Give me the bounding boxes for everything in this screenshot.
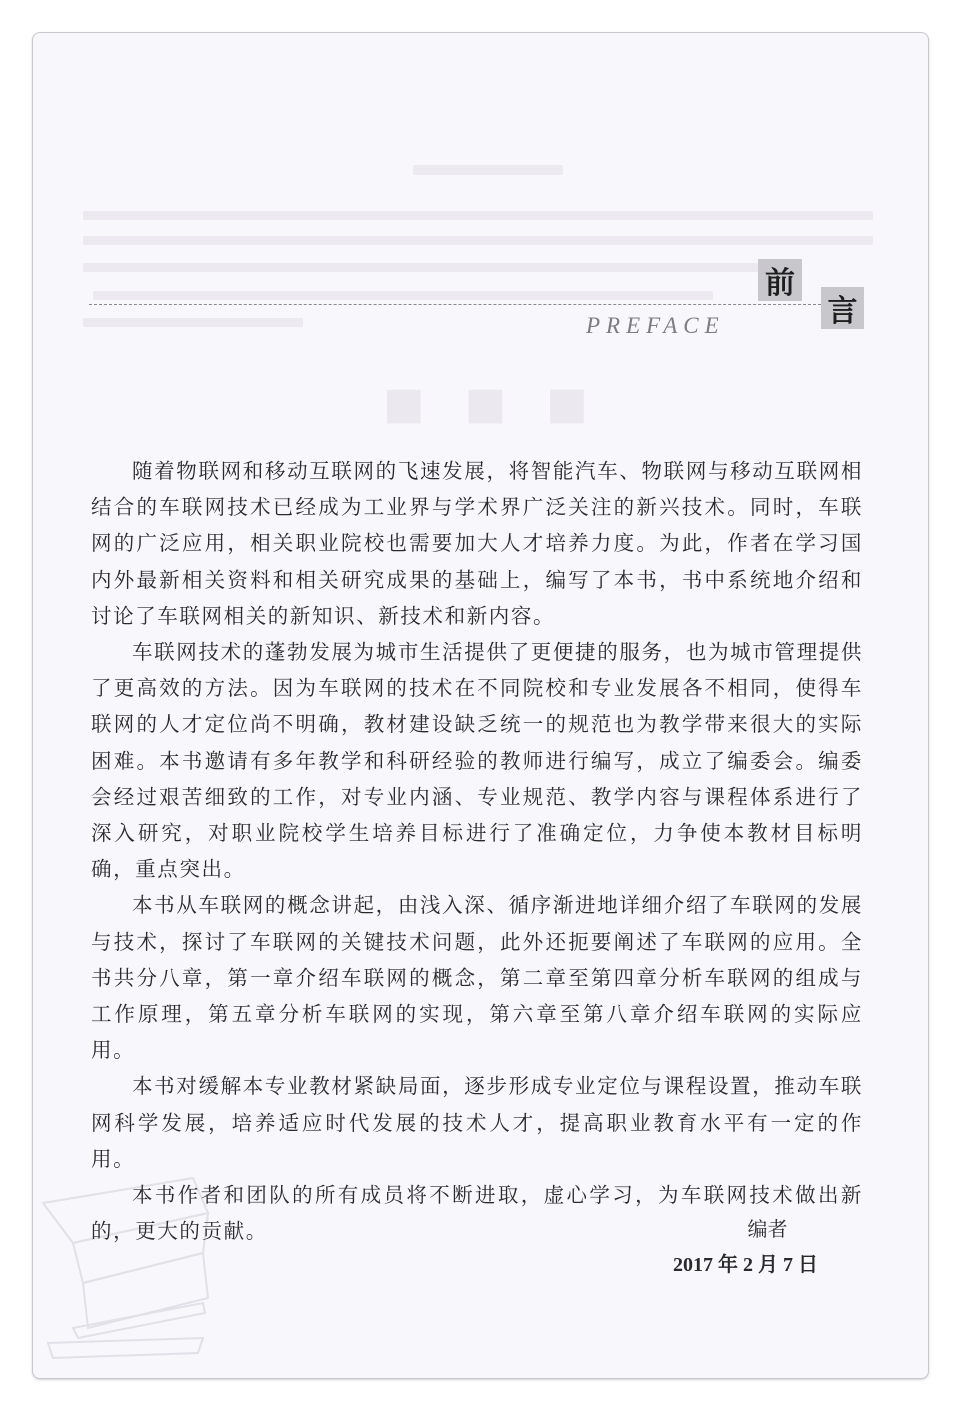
paragraph: 随着物联网和移动互联网的飞速发展，将智能汽车、物联网与移动互联网相结合的车联网技术已经成为工业界与学术界广泛关注的新兴技术。同时，车联网的广泛应用，相关职业院校也需要加大人才培养力度。为此，作者在学习国内外最新相关资料和相关研究成果的基础上，编写了本书，书中系统地介绍和讨论了车联网相关的新知识、新技术和新内容。 — [91, 459, 863, 628]
paragraph: 本书从车联网的概念讲起，由浅入深、循序渐进地详细介绍了车联网的发展与技术，探讨了车联网的关键技术问题，此外还扼要阐述了车联网的应用。全书共分八章，第一章介绍车联网的概念，第二章至第四章分析车联网的组成与工作原理，第五章分析车联网的实现，第六章至第八章介绍车联网的实际应用。 — [91, 893, 863, 1063]
date-label: 2017 年 2 月 7 日 — [673, 1254, 818, 1276]
paragraph: 车联网技术的蓬勃发展为城市生活提供了更便捷的服务，也为城市管理提供了更高效的方法。因为车联网的技术在不同院校和专业发展各不相同，使得车联网的人才定位尚不明确，教材建设缺乏统一的规范也为教学带来很大的实际困难。本书邀请有多年教学和科研经验的教师进行编写，成立了编委会。编委会经过艰苦细致的工作，对专业内涵、专业规范、教学内容与课程体系进行了深入研究，对职业院校学生培养目标进行了准确定位，力争使本教材目标明确，重点突出。 — [91, 640, 863, 882]
preface-body — [91, 453, 863, 1249]
title-char-yan: 言 — [821, 287, 864, 329]
signature-block — [673, 1213, 818, 1277]
author-label: 编者 — [747, 1219, 788, 1241]
dashed-divider — [89, 304, 821, 305]
preface-subtitle: PREFACE — [586, 313, 725, 338]
preface-heading — [33, 33, 928, 393]
paragraph: 本书作者和团队的所有成员将不断进取，虚心学习，为车联网技术做出新的，更大的贡献。 — [91, 1183, 863, 1244]
paragraph: 本书对缓解本专业教材紧缺局面，逐步形成专业定位与课程设置，推动车联网科学发展，培养适应时代发展的技术人才，提高职业教育水平有一定的作用。 — [91, 1074, 863, 1171]
book-page: ■■■ 前 言 PREFACE 随着物联网和移动互联网的飞速发展，将智能汽车、物联网与移动互联网相结合的车联网技术已经成为工业界与学术界广泛关注的新兴技术。同时，车联网的广泛应用，相关职业院校也需要加大人才培养力度。为此，作者在学习国内外最新相关资料和相关研究成果的基础上，编写了本书，书中系统地介绍和讨论了车联网相关的新知识、新技术和新内容。 车联网技术的蓬勃发展为城市生活提供了更便捷的服务，也为城市管理提供了更高效的方法。因为车联网的技术在不同院校和专业发展各不相同，使得车联网的人才定位尚不明确，教材建设缺乏统一的规范也为教学带来很大的实际困难。本书邀请有多年教学和科研经验的教师进行编写，成立了编委会。编委会经过艰苦细致的工作，对专业内涵、专业规范、教学内容与课程体系进行了深入研究，对职业院校学生培养目标进行了准确定位，力争使本教材目标明确，重点突出。 本书从车联网的概念讲起，由浅入深、循序渐进地详细介绍了车联网的发展与技术，探讨了车联网的关键技术问题，此外还扼要阐述了车联网的应用。全书共分八章，第一章介绍车联网的概念，第二章至第四章分析车联网的组成与工作原理，第五章分析车联网的实现，第六章至第八章介绍车联网的实际应用。 本书对缓解本专业教材紧缺局面，逐步形成专业定位与课程设置，推动车联网科学发展，培养适应时代发展的技术人才，提高职业教育水平有一定的作用。 本书作者和团队的所有成员将不断进取，虚心学习，为车联网技术做出新的，更大的贡献。 编者 2017 年 2 月 7 日 — [32, 32, 929, 1379]
title-char-qian: 前 — [758, 259, 802, 301]
